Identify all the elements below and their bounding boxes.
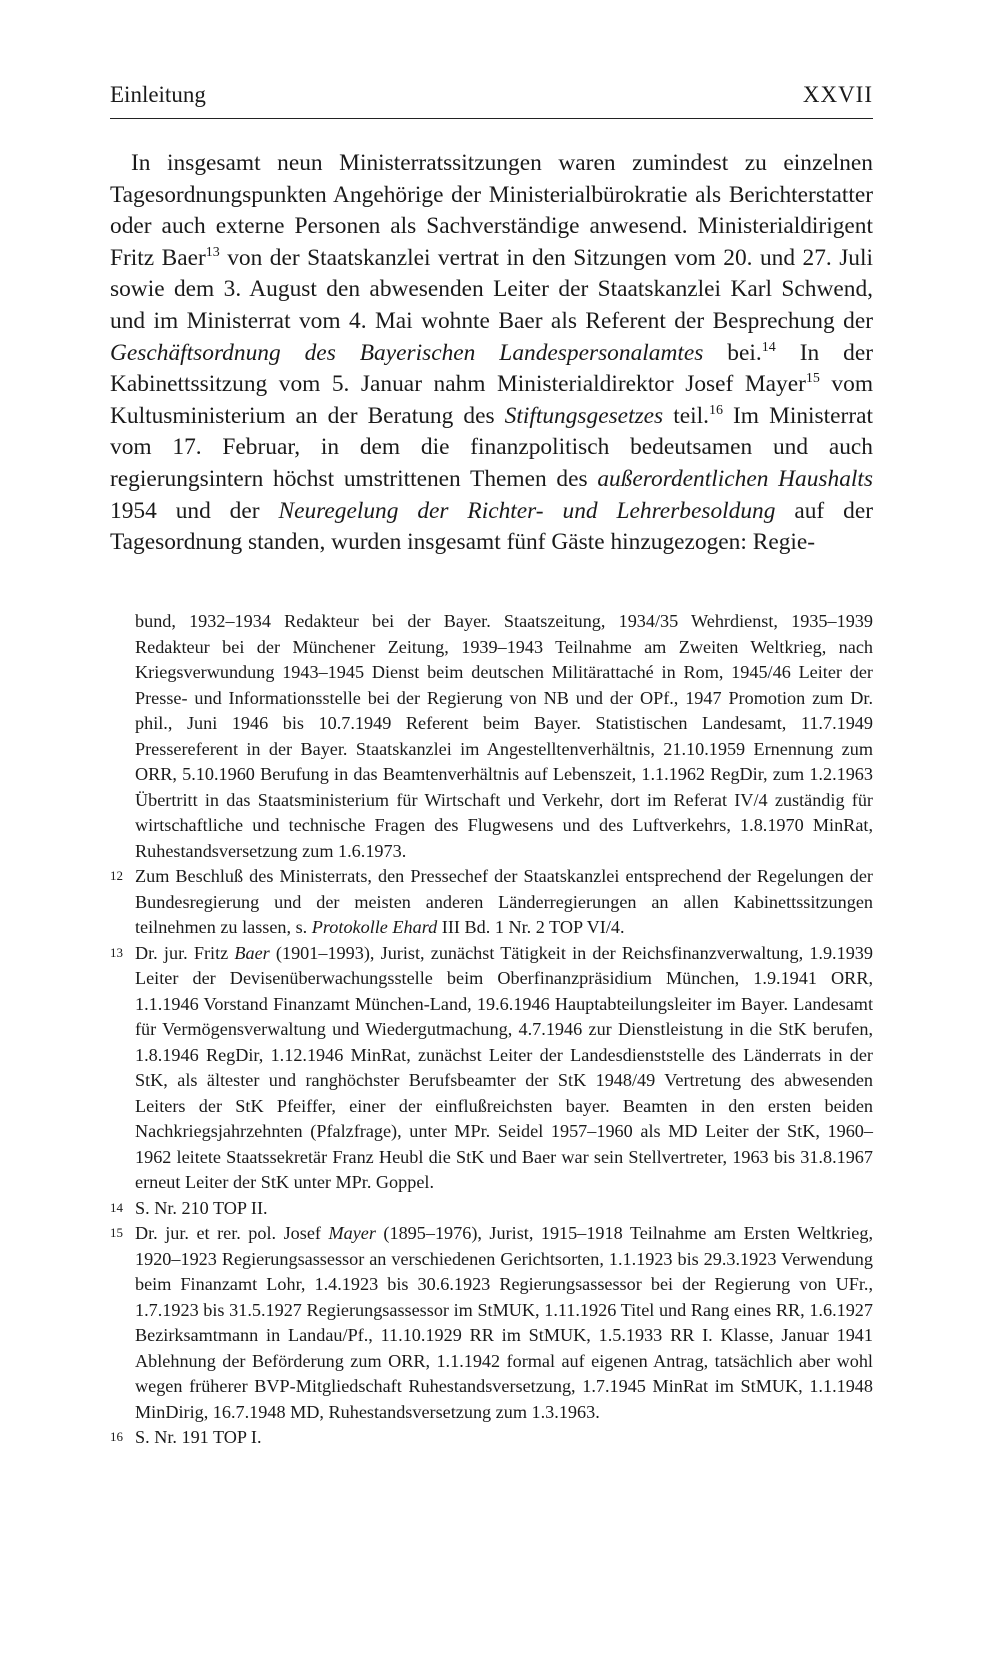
- footnote-14: [110, 1196, 873, 1222]
- footnote-text: S. Nr. 191 TOP I.: [135, 1427, 262, 1447]
- text-run: 1954 und der: [110, 497, 279, 524]
- footnote-ref-15[interactable]: 15: [805, 371, 820, 387]
- text-run: bei.: [703, 339, 762, 366]
- text-run: Zum Beschluß des Ministerrats, den Pressechef der Staatskanzlei entsprechend der Regelungen der Bundesregierung und der meisten anderen Länderregierungen an allen Kabinettssitzungen teilnehmen zu lassen, s.: [135, 866, 873, 937]
- italic-term: außerordentlichen Haushalts: [597, 465, 874, 492]
- footnote-number: 14: [110, 1199, 123, 1215]
- footnote-text: [135, 864, 873, 941]
- text-run: Dr. jur. Fritz: [135, 942, 235, 963]
- text-run: (1895–1976), Jurist, 1915–1918 Teilnahme am Ersten Weltkrieg, 1920–1923 Regierungsassessor an verschiedenen Gerichtsorten, 1.1.1923 bis 29.3.1923 Verwendung beim Finanzamt Lohr, 1.4.1923 bis 30.6.1923 Regierungsassessor bei der Regierung von UFr., 1.7.1923 bis 31.5.1927 Regierungsassessor im StMUK, 1.11.1926 Titel und Rang eines RR, 1.6.1927 Bezirksamtmann in Landau/Pf., 11.10.1929 RR im StMUK, 1.5.1933 RR I. Klasse, Januar 1941 Ablehnung der Beförderung zum ORR, 1.1.1942 formal auf eigenen Antrag, tatsächlich aber wohl wegen früherer BVP-Mitgliedschaft Ruhestandsversetzung, 1.7.1945 MinRat im StMUK, 1.1.1948 MinDirig, 16.7.1948 MD, Ruhestandsversetzung zum 1.3.1963.: [135, 1223, 873, 1422]
- text-run: III Bd. 1 Nr. 2 TOP VI/4.: [437, 917, 625, 937]
- footnotes-section: [110, 609, 873, 1451]
- footnote-text: S. Nr. 210 TOP II.: [135, 1197, 268, 1218]
- footnote-ref-13[interactable]: 13: [205, 244, 220, 260]
- text-run: teil.: [663, 402, 709, 429]
- text-run: Dr. jur. et rer. pol. Josef: [135, 1223, 329, 1243]
- text-run: Im Ministerrat vom 17. Februar, in dem die finanzpolitisch bedeutsamen und auch regierungsintern höchst umstrittenen Themen des: [110, 402, 873, 492]
- footnote-11-continuation: [110, 609, 873, 864]
- section-title: Einleitung: [110, 82, 206, 107]
- italic-name: Mayer: [328, 1223, 376, 1243]
- text-run: von der Staatskanzlei vertrat in den Sitzungen vom 20. und 27. Juli sowie dem 3. August den abwesenden Leiter der Staatskanzlei Karl Schwend, und im Ministerrat vom 4. Mai wohnte Baer als Referent der Besprechung der: [110, 244, 873, 334]
- text-run: In der Kabinettssitzung vom 5. Januar nahm Ministerialdirektor Josef Mayer: [110, 339, 873, 398]
- text-run: vom Kultusministerium an der Beratung des: [110, 371, 874, 429]
- footnote-ref-14[interactable]: 14: [761, 339, 776, 355]
- italic-name: Baer: [234, 942, 270, 963]
- footnote-text: bund, 1932–1934 Redakteur bei der Bayer. Staatszeitung, 1934/35 Wehrdienst, 1935–1939 Redakteur bei der Münchener Zeitung, 1939–1943 Teilnahme am Zweiten Weltkrieg, nach Kriegsverwundung 1943–1945 Dienst beim deutschen Militärattaché in Rom, 1945/46 Leiter der Presse- und Informationsstelle bei der Regierung von NB und der OPf., 1947 Promotion zum Dr. phil., Juni 1946 bis 10.7.1949 Referent beim Bayer. Statistischen Landesamt, 11.7.1949 Pressereferent in der Bayer. Staatskanzlei im Angestelltenverhältnis, 21.10.1959 Ernennung zum ORR, 5.10.1960 Berufung in das Beamtenverhältnis auf Lebenszeit, 1.1.1962 RegDir, zum 1.2.1963 Übertritt in das Staatsministerium für Wirtschaft und Verkehr, dort im Referat IV/4 zuständig für wirtschaftliche und technische Fragen des Flugwesens und des Luftverkehrs, 1.8.1970 MinRat, Ruhestandsversetzung zum 1.6.1973.: [135, 611, 873, 861]
- footnote-12: [110, 864, 873, 941]
- text-run: (1901–1993), Jurist, zunächst Tätigkeit in der Reichsfinanzverwaltung, 1.9.1939 Leiter der Devisenüberwachungsstelle beim Oberfinanzpräsidium München, 1.9.1941 ORR, 1.1.1946 Vorstand Finanzamt München-Land, 19.6.1946 Hauptabteilungsleiter im Bayer. Landesamt für Vermögensverwaltung und Wiedergutmachung, 4.7.1946 zur Dienstleistung in die StK berufen, 1.8.1946 RegDir, 1.12.1946 MinRat, zunächst Leiter der Landesdienststelle des Länderrats in der StK, als ältester und ranghöchster Berufsbeamter der StK 1948/49 Vertretung des abwesenden Leiters der StK Pfeiffer, einer der einflußreichsten bayer. Beamten in den ersten beiden Nachkriegsjahrzehnten (Pfalzfrage), unter MPr. Seidel 1957–1960 als MD Leiter der StK, 1960–1962 leitete Staatssekretär Franz Heubl die StK und Baer war sein Stellvertreter, 1963 bis 31.8.1967 erneut Leiter der StK unter MPr. Goppel.: [135, 942, 873, 1192]
- footnote-number: 13: [110, 944, 123, 960]
- main-paragraph: [110, 148, 873, 559]
- running-header: [110, 82, 873, 119]
- footnote-number: 12: [110, 868, 123, 883]
- text-run: In insgesamt neun Ministerratssitzungen waren zumindest zu einzelnen Tagesordnungspunkten Angehörige der Ministerialbürokratie als Berichterstatter oder auch externe Personen als Sachverständige anwesend. Ministerialdirigent Fritz Baer: [110, 150, 873, 271]
- footnote-15: [110, 1221, 873, 1425]
- footnote-13: [110, 941, 873, 1196]
- footnote-16: [110, 1425, 873, 1451]
- page-number: XXVII: [802, 82, 873, 107]
- italic-title: Protokolle Ehard: [311, 917, 438, 937]
- footnote-number: 16: [110, 1429, 123, 1444]
- italic-term: Geschäftsordnung des Bayerischen Landespersonalamtes: [110, 339, 704, 366]
- footnote-text: [135, 941, 873, 1196]
- italic-term: Neuregelung der Richter- und Lehrerbesoldung: [278, 497, 776, 524]
- footnote-text: [135, 1221, 873, 1425]
- footnote-number: 15: [110, 1225, 123, 1240]
- text-run: auf der Tagesordnung standen, wurden insgesamt fünf Gäste hinzugezogen: Regie-: [110, 497, 873, 556]
- italic-term: Stiftungsgesetzes: [504, 402, 664, 429]
- footnote-ref-16[interactable]: 16: [708, 402, 723, 418]
